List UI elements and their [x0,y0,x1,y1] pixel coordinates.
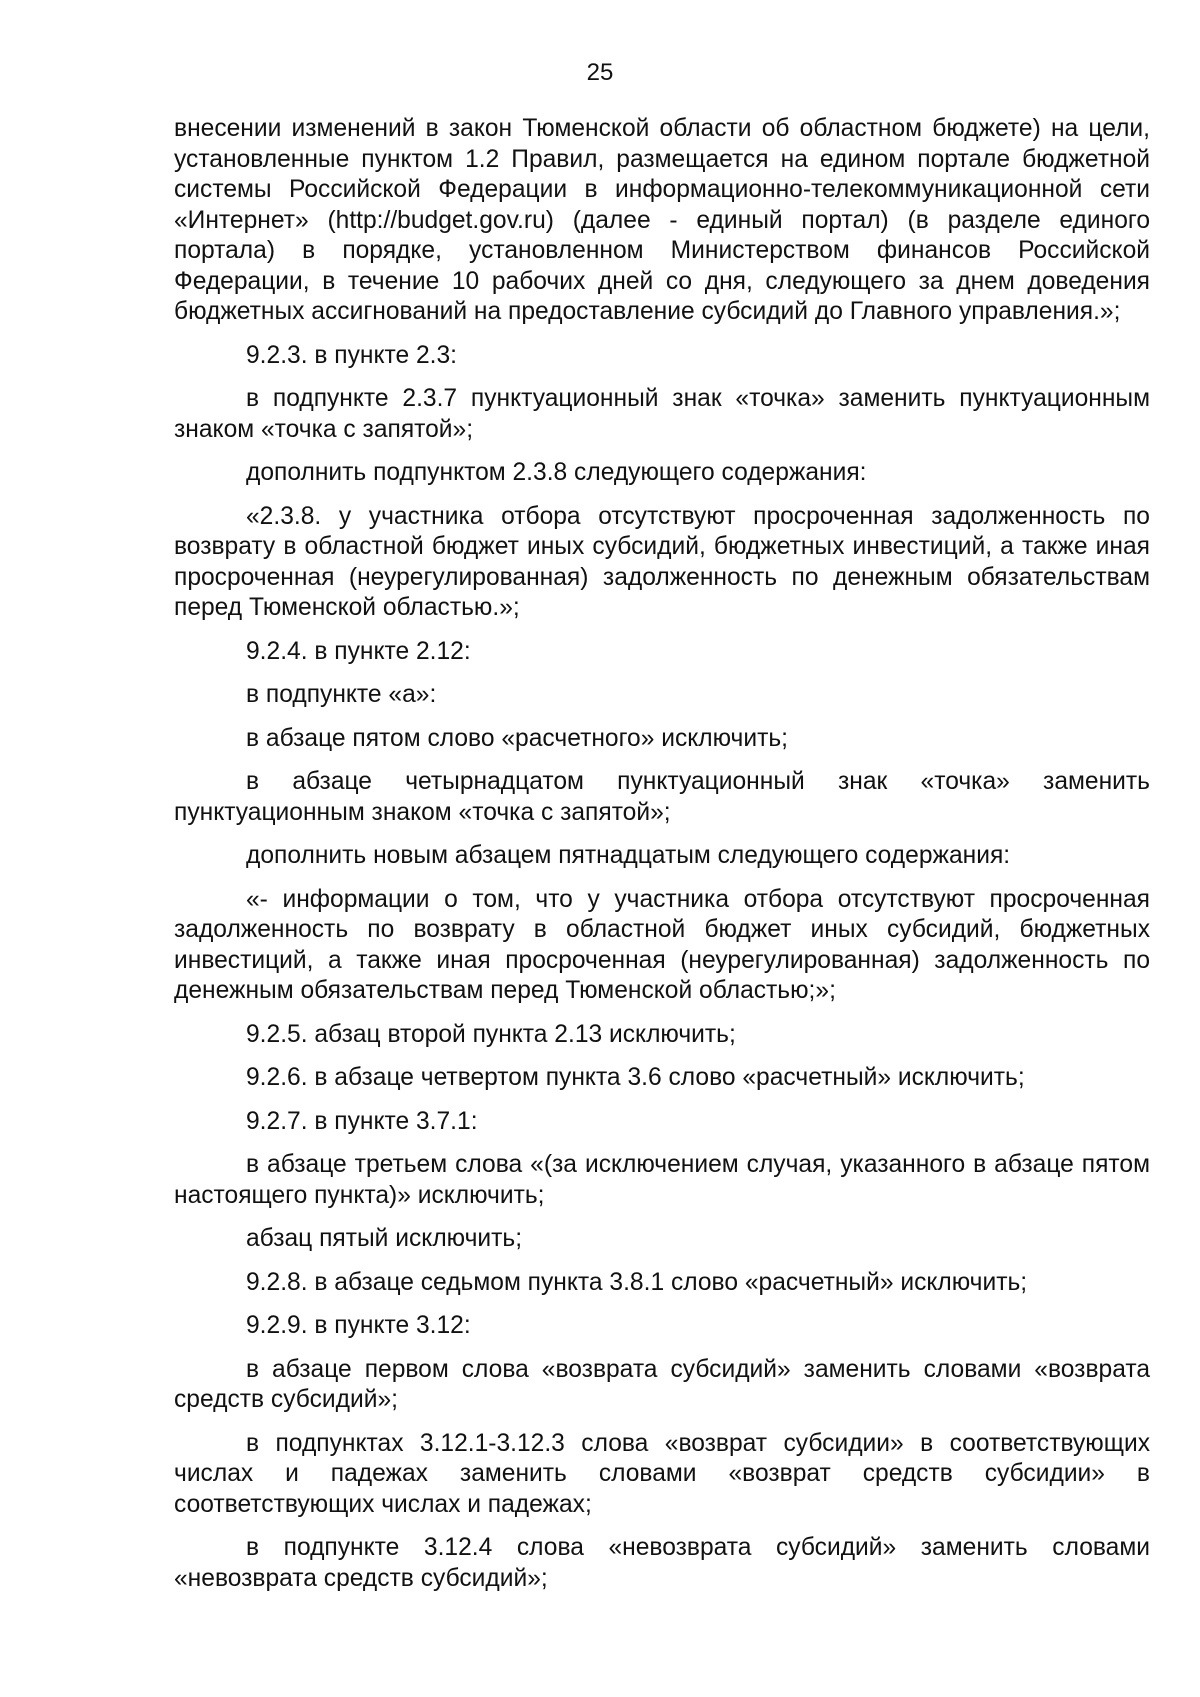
paragraph: 9.2.4. в пункте 2.12: [246,637,471,665]
paragraph: в абзаце третьем слова «(за исключением случая, указанного в абзаце пятом настоящего пункта)» исключить; [174,1151,1150,1209]
paragraph: в подпунктах 3.12.1-3.12.3 слова «возврат субсидии» в соответствующих числах и падежах заменить словами «возврат средств субсидии» в соответствующих числах и падежах; [174,1429,1150,1518]
paragraph: 9.2.5. абзац второй пункта 2.13 исключить; [246,1020,736,1048]
paragraph: 9.2.3. в пункте 2.3: [246,341,458,369]
paragraph: «- информации о том, что у участника отбора отсутствуют просроченная задолженность по возврату в областной бюджет иных субсидий, бюджетных инвестиций, а также иная просроченная (неурегулированная) задолженность по денежным обязательствам перед Тюменской областью;»; [174,885,1150,1004]
paragraph: дополнить новым абзацем пятнадцатым следующего содержания: [246,842,1011,869]
paragraph: дополнить подпунктом 2.3.8 следующего содержания: [246,459,867,486]
paragraph-continuation: внесении изменений в закон Тюменской области об областном бюджете) на цели, установленные пунктом 1.2 Правил, размещается на едином портале бюджетной системы Российской Федерации в информационно-телекоммуникационной сети «Интернет» (http://budget.gov.ru) (далее - единый портал) (в разделе единого портала) в порядке, установленном Министерством финансов Российской Федерации, в течение 10 рабочих дней со дня, следующего за днем доведения бюджетных ассигнований на предоставление субсидий до Главного управления.»; [174,115,1150,325]
paragraph: в подпункте 2.3.7 пунктуационный знак «точка» заменить пунктуационным знаком «точка с запятой»; [174,385,1150,443]
paragraph: 9.2.7. в пункте 3.7.1: [246,1107,478,1135]
paragraph: «2.3.8. у участника отбора отсутствуют просроченная задолженность по возврату в областной бюджет иных субсидий, бюджетных инвестиций, а также иная просроченная (неурегулированная) задолженность по денежным обязательствам перед Тюменской областью.»; [174,502,1150,621]
paragraph: в абзаце пятом слово «расчетного» исключить; [246,724,788,752]
paragraph: абзац пятый исключить; [246,1225,523,1252]
paragraph: 9.2.6. в абзаце четвертом пункта 3.6 слово «расчетный» исключить; [246,1064,1025,1091]
document-body [174,114,1150,1607]
page-number: 25 [586,59,614,86]
paragraph: в подпункте «а»: [246,681,437,708]
paragraph: в абзаце четырнадцатом пунктуационный знак «точка» заменить пунктуационным знаком «точка с запятой»; [174,768,1150,826]
paragraph: 9.2.8. в абзаце седьмом пункта 3.8.1 слово «расчетный» исключить; [246,1268,1028,1296]
paragraph: в абзаце первом слова «возврата субсидий» заменить словами «возврата средств субсидий»; [174,1355,1150,1413]
paragraph: 9.2.9. в пункте 3.12: [246,1312,471,1339]
paragraph: в подпункте 3.12.4 слова «невозврата субсидий» заменить словами «невозврата средств субсидий»; [174,1534,1150,1592]
